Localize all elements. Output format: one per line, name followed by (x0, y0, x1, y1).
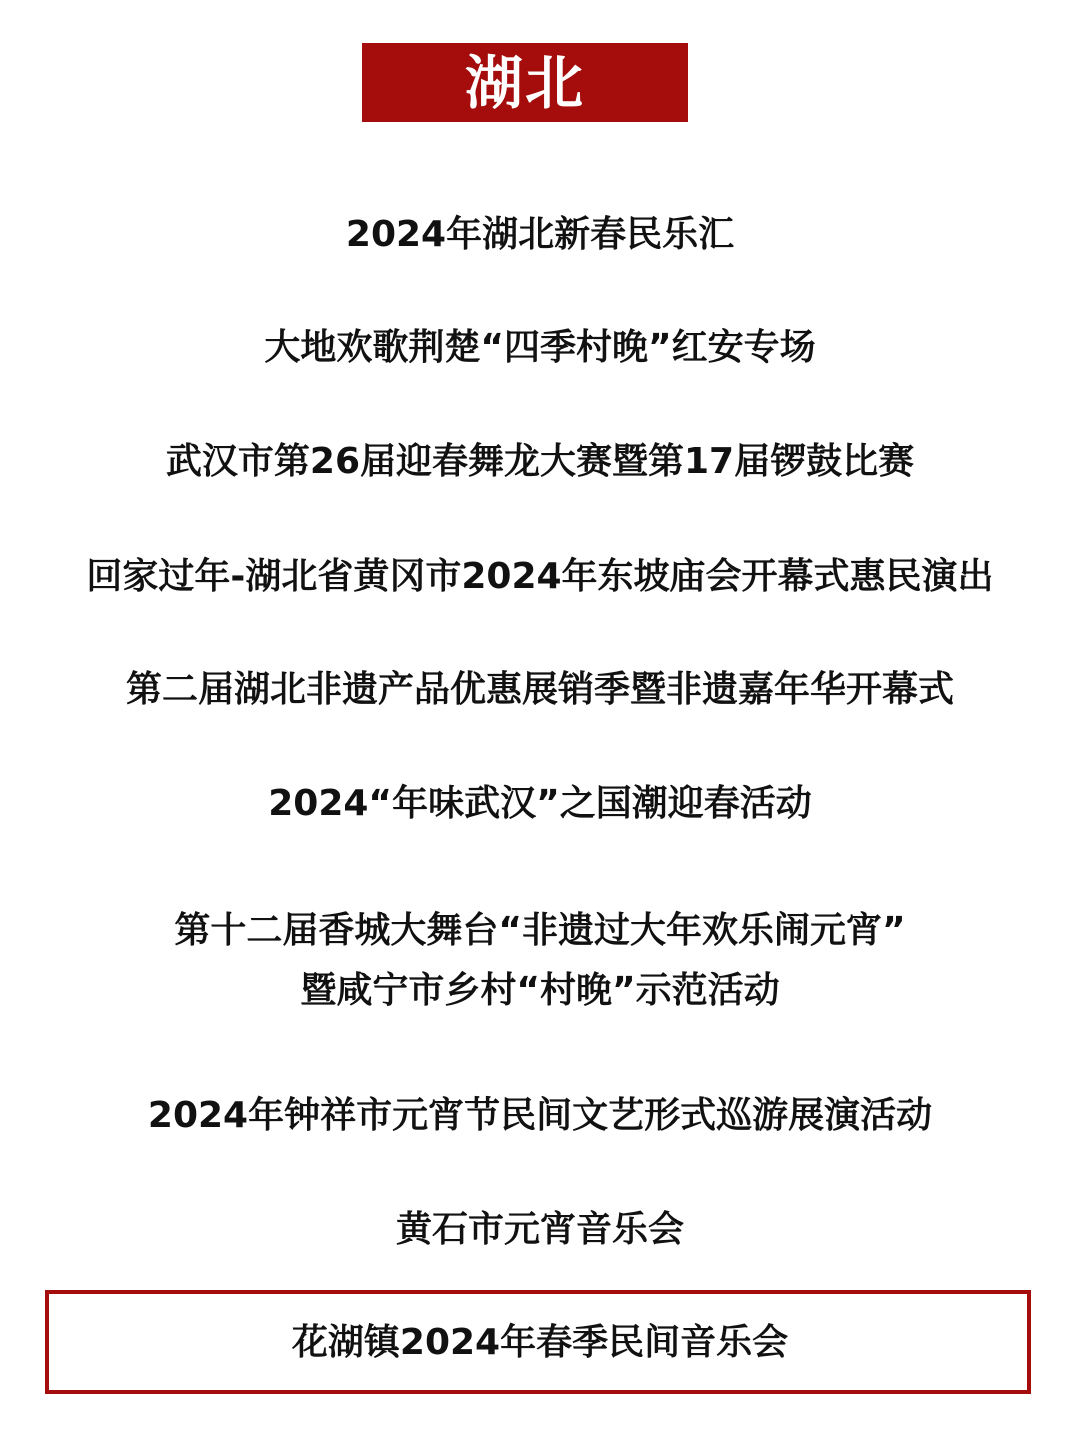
event-title: 花湖镇2024年春季民间音乐会 (291, 1322, 789, 1363)
event-title: 武汉市第26届迎春舞龙大赛暨第17届锣鼓比赛 (165, 441, 915, 482)
event-item (0, 1086, 1080, 1146)
highlighted-event-item (0, 1313, 1080, 1373)
event-item (0, 432, 1080, 492)
event-item (0, 318, 1080, 378)
event-item (0, 660, 1080, 720)
event-item (0, 774, 1080, 834)
event-item (0, 547, 1080, 607)
event-title: 2024“年味武汉”之国潮迎春活动 (268, 783, 812, 824)
event-title: 2024年钟祥市元宵节民间文艺形式巡游展演活动 (147, 1095, 933, 1136)
region-title: 湖北 (464, 48, 585, 117)
event-title: 第二届湖北非遗产品优惠展销季暨非遗嘉年华开幕式 (125, 669, 954, 710)
event-title: 回家过年-湖北省黄冈市2024年东坡庙会开幕式惠民演出 (86, 556, 994, 597)
event-title: 黄石市元宵音乐会 (395, 1209, 684, 1250)
event-title: 2024年湖北新春民乐汇 (345, 214, 735, 255)
event-title: 大地欢歌荆楚“四季村晚”红安专场 (264, 327, 816, 368)
event-item (0, 1200, 1080, 1260)
event-title-line-1: 第十二届香城大舞台“非遗过大年欢乐闹元宵” (174, 910, 906, 951)
event-item (0, 901, 1080, 1021)
event-title-line-2: 暨咸宁市乡村“村晚”示范活动 (300, 970, 780, 1011)
event-item (0, 205, 1080, 265)
